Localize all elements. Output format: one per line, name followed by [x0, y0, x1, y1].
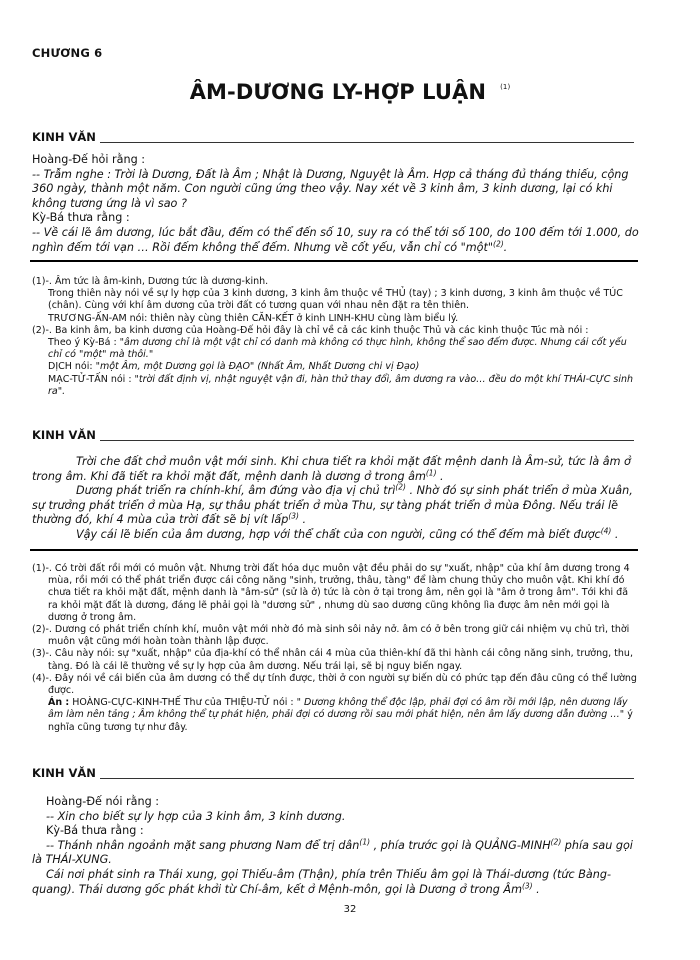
footnote-ref: (4): [600, 526, 612, 536]
footnote-2: (2)-. Dương có phát triển chính khí, muôn vật mới nhờ đó mà sinh sôi nảy nở. âm có ở bên trong giữ cái nhiệm vụ chủ trì, thời muôn vật cũng mới hoàn toàn thành lập được.: [32, 624, 630, 648]
page-title: [0, 80, 700, 104]
footnote-2: (2)-. Ba kinh âm, ba kinh dương của Hoàng-Đế hỏi đây là chỉ về cả các kinh thuộc Thủ và các kinh thuộc Túc mà nói :: [32, 324, 589, 336]
kinh-van-heading-2: [32, 428, 634, 442]
section-2-text: [32, 455, 642, 543]
footnote-1-line: TRƯƠNG-ẤN-AM nói: thiên này cùng thiên CĂN-KẾT ở kinh LINH-KHU cùng làm biểu lý.: [48, 312, 459, 324]
kinh-van-heading-3: [32, 766, 634, 780]
footnote-ref: (3): [288, 511, 299, 521]
speaker-line: Kỳ-Bá thưa rằng :: [46, 824, 144, 838]
footnote-3: (3)-. Câu này nói: sự "xuất, nhập" của địa-khí có thể nhân cái 4 mùa của thiên-khí đã thi hành cái công năng sinh, trưởng, thu, tàng. Đó là cái lẽ thường về sự ly hợp của âm dương. Nếu trái lại, sẽ bị nguy biến ngay.: [32, 648, 633, 672]
footnote-2-quote: MẠC-TỬ-TẤN nói : "trời đất định vị, nhật nguyệt vận đi, hàn thử thay đổi, âm dương ra vào… đều do một khí THÁI-CỰC sinh ra".: [48, 373, 634, 397]
chapter-heading: CHƯƠNG 6: [32, 46, 103, 60]
footnote-ref: (2): [550, 837, 562, 847]
kinh-van-heading-1: [32, 130, 634, 144]
footnote-ref: (2): [395, 482, 406, 492]
footnote-1-line: Trong thiên này nói về sự ly hợp của 3 kinh dương, 3 kinh âm thuộc về THỦ (tay) ; 3 kinh dương, 3 kinh âm thuộc về TÚC (chân). Cùng với khí âm dương của trời đất có tương quan với nhau nên đặt ra tên thiên.: [48, 288, 623, 312]
footnote-ref: (2): [493, 238, 504, 248]
footnote-ref: (1): [425, 467, 437, 477]
footnote-4: (4)-. Đây nói về cái biến của âm dương có thể dự tính được, thời ở con người sự biến dù có phức tạp đến đâu cũng có thể lường được.: [32, 672, 637, 697]
page-number: 32: [343, 904, 357, 915]
body-paragraph: Trời che đất chở muôn vật mới sinh. Khi chưa tiết ra khỏi mặt đất mệnh danh là Âm-sử, tức là âm ở trong âm. Khi đã tiết ra khỏi mặt đất, mệnh danh là dương ở trong $âm^{(1)}$ .: [32, 455, 631, 483]
body-paragraph: Vậy cái lẽ biến của âm dương, hợp với thể chất của con người, cũng có thể đếm mà biết được$^{(4)}$ .: [76, 526, 619, 541]
kinh-van-label: KINH VĂN: [32, 766, 96, 780]
section-1-text: [32, 153, 642, 255]
heading-rule: [100, 778, 634, 779]
footnotes-1: [32, 276, 638, 398]
section-3-text: [32, 795, 642, 897]
kinh-van-label: KINH VĂN: [32, 130, 96, 144]
section-divider: [30, 549, 638, 551]
dialogue-paragraph: -- Thánh nhân ngoảnh mặt sang phương Nam để trị dân$^{(1)}$ , phía trước gọi là QUẢNG-MINH$^{(2)}$ phía sau gọi là THÁI-XUNG.: [32, 837, 633, 867]
footnote-ref: (1): [359, 837, 371, 847]
footnote-2-quote: Theo ý Kỳ-Bá : "âm dương chỉ là một vật chỉ có danh mà không có thực hình, không thể sao đếm được. Nhưng cái cốt yếu chỉ có "một" mà thôi.": [48, 337, 627, 361]
speaker-line: Hoàng-Đế nói rằng :: [46, 795, 160, 808]
title-text: ÂM-DƯƠNG LY-HỢP LUẬN: [189, 80, 487, 104]
footnote-1: (1)-. Có trời đất rồi mới có muôn vật. Nhưng trời đất hóa dục muôn vật đều phải do sự "xuất, nhập" của khí âm dương trong 4 mùa, rồi mới có thể phát triển được cái công năng "sinh, trưởng, thâu, tàng" để làm chung thủy cho muôn vật. Khi khí đó chưa tiết ra khỏi mặt đất, mệnh danh là "âm-sử" (sử là ở) tức là còn ở tại trong âm, nên gọi là "âm ở trong âm". Tới khi đã ra khỏi mặt đất là dương, đáng lẽ phải gọi là "dương sử" , nhưng dù sao dương cũng không lìa được âm nên mới gọi là dương ở trong âm.: [32, 563, 630, 623]
footnote-4-annotation: Án : HOÀNG-CỰC-KINH-THẾ Thư của THIỆU-TỬ nói : " Dương không thể độc lập, phải đợi có âm rồi mới lập, nên dương lấy âm làm nên tảng ; Âm không thể tự phát hiện, phải đợi có dương rồi sau mới phát hiện, nên âm lấy dương dẫn đường …" ý nghĩa cũng tương tự như đây.: [48, 697, 633, 733]
body-paragraph: Dương phát triển ra chính-khí, âm đứng vào địa vị chủ trì$^{(2)}$ . Nhờ đó sự sinh phát triển ở mùa Xuân, sự trưởng phát triển ở mùa Hạ, sự thâu phát triển ở mùa Thu, sự tàng phát triển ở mùa Đông. Nếu trái lẽ thường đó, khí 4 mùa của trời đất sẽ bị vít lấp$^{(3)}$ .: [32, 482, 633, 527]
speaker-line: Hoàng-Đế hỏi rằng :: [32, 153, 146, 166]
dialogue-paragraph: -- Xin cho biết sự ly hợp của 3 kinh âm, 3 kinh dương.: [46, 809, 346, 823]
footnotes-2: [32, 563, 638, 734]
dialogue-paragraph: -- Trẫm nghe : Trời là Dương, Đất là Âm ; Nhật là Dương, Nguyệt là Âm. Hợp cả tháng đủ tháng thiếu, cộng 360 ngày, thành một năm. Con người cũng ứng theo vậy. Nay xét về 3 kinh âm, 3 kinh dương, lại có khi không tương ứng là vì sao ?: [32, 167, 629, 210]
footnote-ref: (3): [521, 880, 533, 890]
kinh-van-label: KINH VĂN: [32, 428, 96, 442]
footnote-1: (1)-. Âm tức là âm-kinh, Dương tức là dương-kinh.: [32, 276, 269, 287]
title-footnote-ref: (1): [500, 83, 511, 91]
heading-rule: [100, 440, 634, 441]
section-divider: [30, 260, 638, 262]
dialogue-paragraph: -- Về cái lẽ âm dương, lúc bắt đầu, đếm có thể đến số 10, suy ra có thể tới số 100, do 100 đếm tới 1.000, do nghìn đếm tới vạn … Rồi đếm không thể đếm. Nhưng về cốt yếu, vẫn chỉ có "một"$^{(2)}$.: [32, 225, 639, 254]
heading-rule: [100, 142, 634, 143]
footnote-2-quote: DỊCH nói: "một Âm, một Dương gọi là ĐẠO" (Nhất Âm, Nhất Dương chi vị Đạo): [48, 361, 420, 373]
body-paragraph: Cái nơi phát sinh ra Thái xung, gọi Thiếu-âm (Thận), phía trên Thiếu âm gọi là Thái-dương (tức Bàng-quang). Thái dương gốc phát khởi từ Chí-âm, kết ở Mệnh-môn, gọi là Dương ở trong $Âm^{(3)}$ .: [32, 867, 611, 896]
speaker-line: Kỳ-Bá thưa rằng :: [32, 211, 130, 225]
